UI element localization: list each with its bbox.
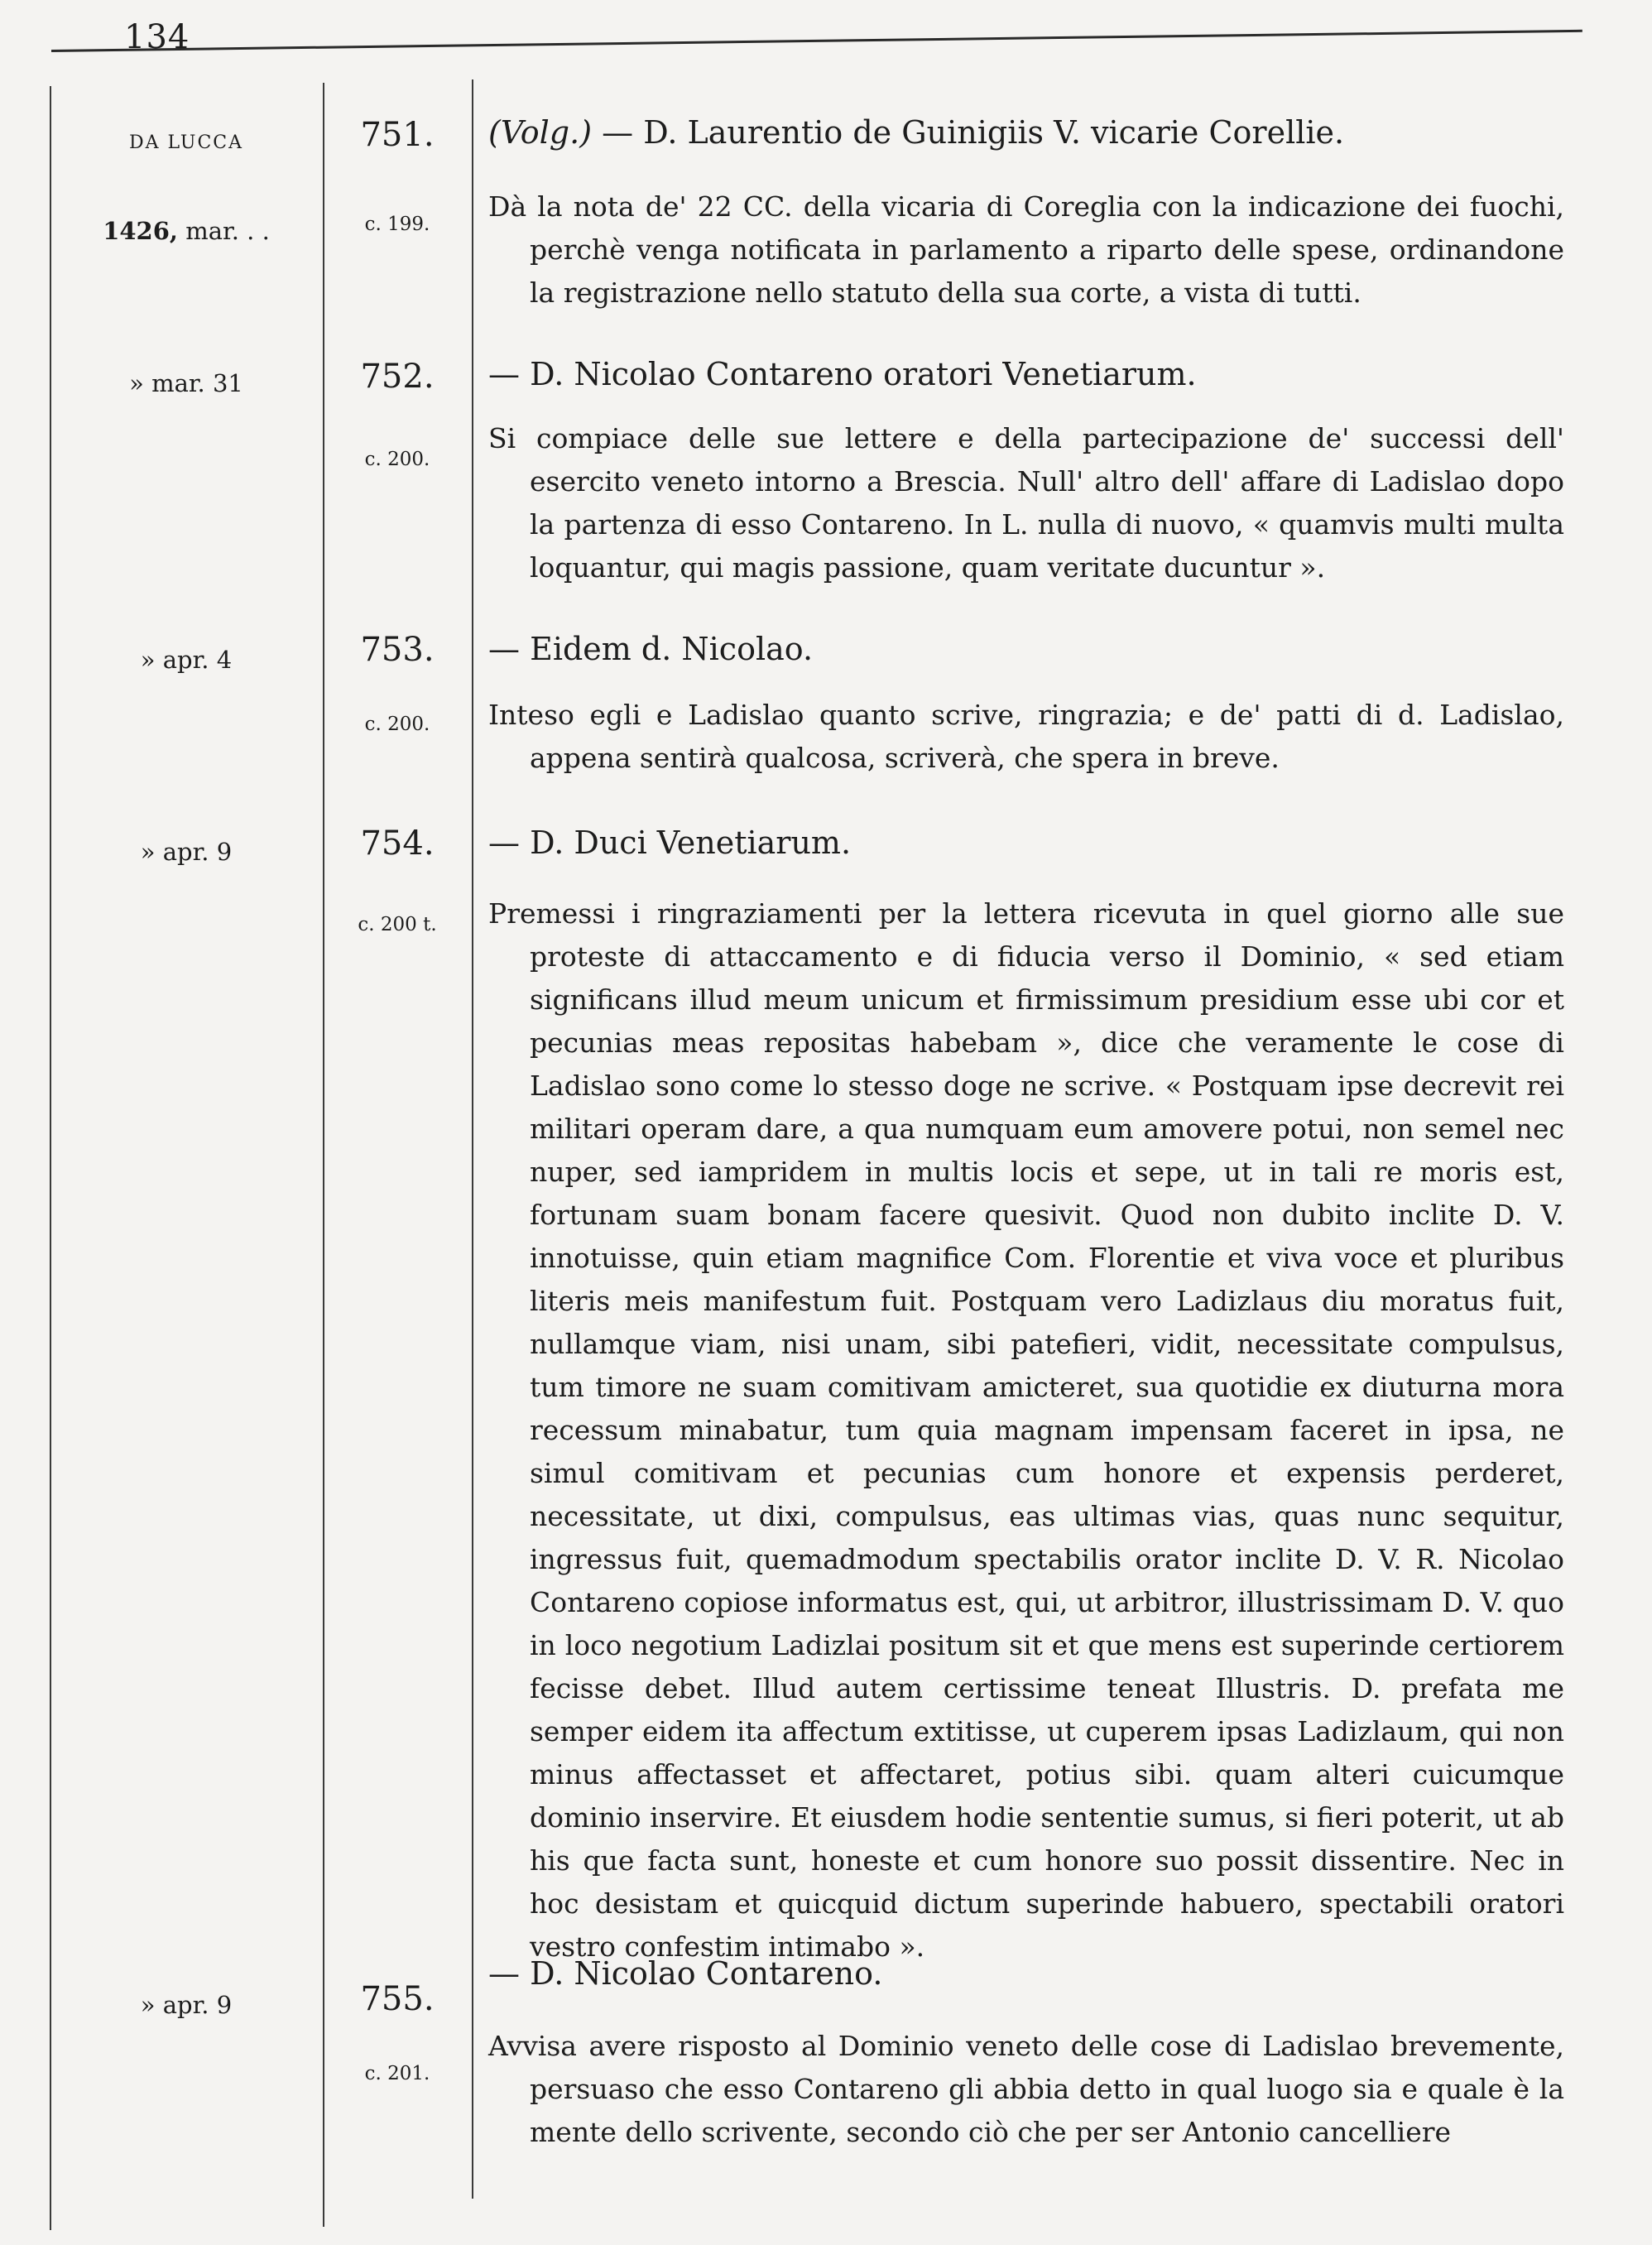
- entry-folio: c. 199.: [364, 214, 430, 235]
- column-divider-left: [50, 86, 51, 2230]
- entry-date: [58, 217, 315, 245]
- entry-date: » apr. 4: [140, 646, 233, 674]
- entry-month: mar. . .: [185, 217, 270, 245]
- entry-addressee: — D. Duci Venetiarum.: [488, 824, 852, 861]
- entry-text: [488, 631, 1564, 780]
- entry-number: 755.: [360, 1980, 435, 2018]
- entry-date: » apr. 9: [140, 838, 233, 866]
- entry-summary: Si compiace delle sue lettere e della partecipazione de' successi dell' esercito veneto intorno a Brescia. Null' altro dell' affare di Ladislao dopo la partenza di esso Contareno. In L. nulla di nuovo, « quamvis multi multa loquantur, qui magis passione, quam veritate ducuntur ».: [488, 422, 1564, 584]
- entry-text: [488, 114, 1564, 315]
- entry-addressee: — D. Nicolao Contareno oratori Venetiarum.: [488, 356, 1197, 392]
- entry-text: [488, 356, 1564, 589]
- entry-text: [488, 1955, 1564, 2154]
- entry-addressee: [488, 114, 1564, 151]
- entry-folio: c. 200.: [364, 714, 430, 735]
- entry-prefix: (Volg.): [488, 114, 593, 151]
- entry-date: » apr. 9: [140, 1991, 233, 2019]
- location-header: DA LUCCA: [128, 132, 244, 153]
- entry-addressee: — Eidem d. Nicolao.: [488, 631, 814, 667]
- entry-folio: c. 200.: [364, 449, 430, 470]
- entry-number: 751.: [360, 116, 435, 154]
- entry-summary: Premessi i ringraziamenti per la lettera ricevuta in quel giorno alle sue proteste di attaccamento e di fiducia verso il Dominio, « sed etiam significans illud meum unicum et firmissimum presidium esse ubi cor et pecunias meas repositas habebam », dice che veramente le cose di Ladislao sono come lo stesso doge ne scrive. « Postquam ipse decrevit rei militari operam dare, a qua numquam eum amovere potui, non semel nec nuper, sed iampridem in multis locis et sepe, ut in tali re moris est, fortunam suam bonam facere quesivit. Quod non dubito inclite D. V. innotuisse, quin etiam magnifice Com. Florentie et viva voce et pluribus literis meis manifestum fuit. Postquam vero Ladizlaus diu moratus fuit, nullamque viam, nisi unam, sibi patefieri, vidit, necessitate compulsus, tum timore ne suam comitivam amicteret, sua quotidie ex diuturna mora recessum minabatur, tum quia magnam impensam faceret in ipsa, ne simul comitivam et pecunias cum honore et expensis perderet, necessitate, ut dixi, compulsus, eas ultimas vias, quas nunc sequitur, ingressus fuit, quemadmodum spectabilis orator inclite D. V. R. Nicolao Contareno copiose informatus est, qui, ut arbitror, illustrissimam D. V. quo in loco negotium Ladizlai positum sit et que mens est superinde certiorem fecisse debet. Illud autem certissime teneat Illustris. D. prefata me semper eidem ita affectum extitisse, ut cuperem ipsas Ladizlaum, qui non minus affectasset et affectaret, potius sibi. quam alteri cuicumque dominio inservire. Et eiusdem hodie sententie sumus, si fieri poterit, ut ab his que facta sunt, honeste et cum honore suo possit dissentire. Nec in hoc desistam et quicquid dictum superinde habuero, spectabili oratori vestro confestim intimabo ».: [488, 897, 1564, 1963]
- column-divider-right: [472, 79, 473, 2199]
- entry-addressee: — D. Nicolao Contareno.: [488, 1955, 883, 1992]
- entry-year: 1426,: [103, 217, 179, 245]
- column-divider-middle: [323, 83, 324, 2227]
- entry-summary: Inteso egli e Ladislao quanto scrive, ringrazia; e de' patti di d. Ladislao, appena sentirà qualcosa, scriverà, che spera in breve.: [488, 699, 1564, 774]
- entry-date: » mar. 31: [129, 369, 243, 397]
- entry-addressee-name: — D. Laurentio de Guinigiis V. vicarie Corellie.: [602, 114, 1345, 151]
- entry-summary: Dà la nota de' 22 CC. della vicaria di Coreglia con la indicazione dei fuochi, perchè venga notificata in parlamento a riparto delle spese, ordinandone la registrazione nello statuto della sua corte, a vista di tutti.: [488, 190, 1564, 309]
- entry-summary: Avvisa avere risposto al Dominio veneto delle cose di Ladislao brevemente, persuaso che esso Contareno gli abbia detto in qual luogo sia e quale è la mente dello scrivente, secondo ciò che per ser Antonio cancelliere: [488, 2030, 1564, 2148]
- entry-number: 752.: [360, 358, 435, 396]
- entry-number: 753.: [360, 631, 435, 669]
- entry-folio: c. 201.: [364, 2063, 430, 2084]
- page-number: 134: [124, 18, 190, 56]
- entry-number: 754.: [360, 824, 435, 863]
- entry-text: [488, 824, 1564, 1969]
- header-rule: [51, 30, 1582, 52]
- entry-folio: c. 200 t.: [358, 914, 437, 935]
